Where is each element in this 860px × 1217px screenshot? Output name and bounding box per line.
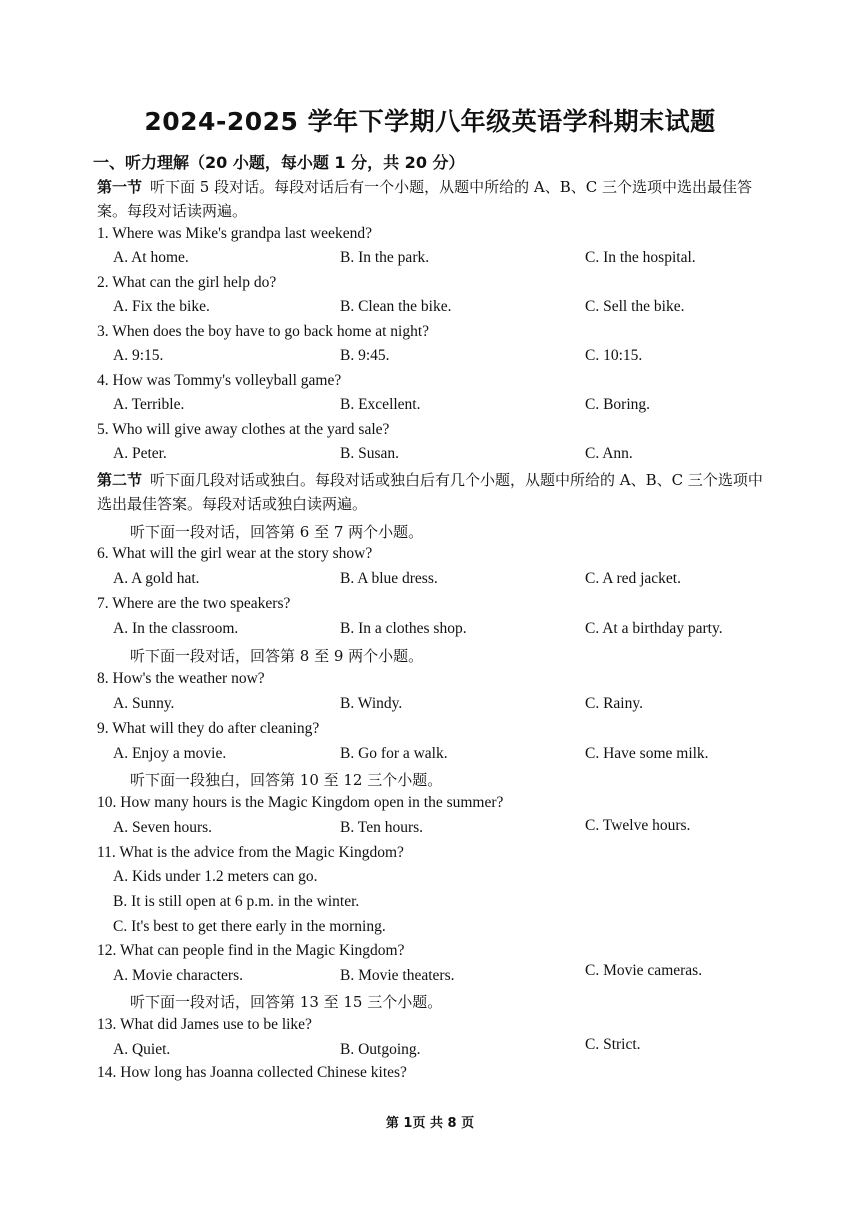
part1-instructions [97,175,765,223]
q8-option-c: C. Rainy. [585,695,643,712]
q13-option-b: B. Outgoing. [340,1041,421,1058]
q4-option-c: C. Boring. [585,396,651,413]
part2-instructions [97,468,765,516]
page-footer: 第 1页 共 8 页 [385,1116,475,1131]
q2-option-b: B. Clean the bike. [340,298,452,315]
question-8: 8. How's the weather now? [97,670,265,687]
q1-option-a: A. At home. [113,249,189,266]
part2-text: 听下面几段对话或独白。每段对话或独白后有几个小题，从题中所给的 A、B、C 三个选项中选出最佳答案。每段对话或独白读两遍。 [97,471,763,513]
instruction-q6-7: 听下面一段对话，回答第 6 至 7 两个小题。 [130,523,424,541]
question-9: 9. What will they do after cleaning? [97,720,320,737]
q10-option-c: C. Twelve hours. [585,817,691,834]
question-10: 10. How many hours is the Magic Kingdom open in the summer? [97,794,504,811]
q13-option-c: C. Strict. [585,1036,641,1053]
instruction-q10-12: 听下面一段独白，回答第 10 至 12 三个小题。 [130,771,443,789]
question-7: 7. Where are the two speakers? [97,595,291,612]
question-6: 6. What will the girl wear at the story show? [97,545,373,562]
part1-text: 听下面 5 段对话。每段对话后有一个小题，从题中所给的 A、B、C 三个选项中选出最佳答案。每段对话读两遍。 [97,178,752,220]
exam-title: 2024-2025 学年下学期八年级英语学科期末试题 [144,107,716,136]
question-11: 11. What is the advice from the Magic Kingdom? [97,844,404,861]
part2-label: 第二节 [97,471,143,489]
q10-option-b: B. Ten hours. [340,819,424,836]
q12-option-a: A. Movie characters. [113,967,243,984]
q6-option-a: A. A gold hat. [113,570,200,587]
q2-option-a: A. Fix the bike. [113,298,210,315]
q7-option-b: B. In a clothes shop. [340,620,467,637]
question-13: 13. What did James use to be like? [97,1016,312,1033]
q11-option-a: A. Kids under 1.2 meters can go. [113,868,318,885]
q6-option-c: C. A red jacket. [585,570,681,587]
q11-option-b: B. It is still open at 6 p.m. in the winter. [113,893,360,910]
question-1: 1. Where was Mike's grandpa last weekend? [97,225,372,242]
q5-option-c: C. Ann. [585,445,633,462]
q2-option-c: C. Sell the bike. [585,298,685,315]
q9-option-a: A. Enjoy a movie. [113,745,227,762]
q12-option-b: B. Movie theaters. [340,967,455,984]
question-5: 5. Who will give away clothes at the yard sale? [97,421,390,438]
q13-option-a: A. Quiet. [113,1041,171,1058]
q5-option-a: A. Peter. [113,445,167,462]
q3-option-c: C. 10:15. [585,347,643,364]
q8-option-a: A. Sunny. [113,695,175,712]
q3-option-b: B. 9:45. [340,347,390,364]
q12-option-c: C. Movie cameras. [585,962,703,979]
question-3: 3. When does the boy have to go back home at night? [97,323,430,340]
q10-option-a: A. Seven hours. [113,819,213,836]
question-2: 2. What can the girl help do? [97,274,277,291]
q1-option-b: B. In the park. [340,249,430,266]
instruction-q8-9: 听下面一段对话，回答第 8 至 9 两个小题。 [130,647,424,665]
question-14: 14. How long has Joanna collected Chinese kites? [97,1064,407,1081]
q9-option-b: B. Go for a walk. [340,745,448,762]
part1-label: 第一节 [97,178,143,196]
q4-option-a: A. Terrible. [113,396,185,413]
q9-option-c: C. Have some milk. [585,745,709,762]
q7-option-c: C. At a birthday party. [585,620,723,637]
q3-option-a: A. 9:15. [113,347,164,364]
q4-option-b: B. Excellent. [340,396,421,413]
question-4: 4. How was Tommy's volleyball game? [97,372,342,389]
q1-option-c: C. In the hospital. [585,249,696,266]
q6-option-b: B. A blue dress. [340,570,438,587]
q7-option-a: A. In the classroom. [113,620,239,637]
instruction-q13-15: 听下面一段对话，回答第 13 至 15 三个小题。 [130,993,443,1011]
q5-option-b: B. Susan. [340,445,399,462]
q11-option-c: C. It's best to get there early in the morning. [113,918,386,935]
section-heading: 一、听力理解（20 小题，每小题 1 分，共 20 分） [93,153,465,172]
q8-option-b: B. Windy. [340,695,403,712]
question-12: 12. What can people find in the Magic Kingdom? [97,942,405,959]
